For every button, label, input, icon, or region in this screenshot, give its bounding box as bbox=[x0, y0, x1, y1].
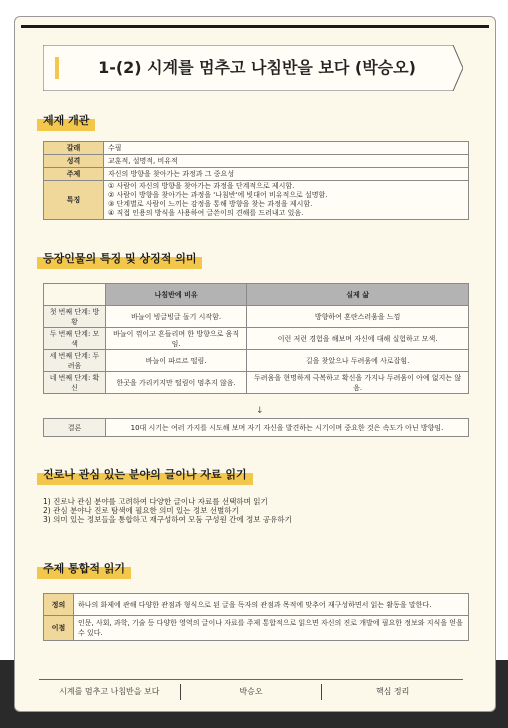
footer-summary-label: 핵심 정리 bbox=[375, 687, 410, 696]
section-heading-overview: 제재 개관 bbox=[37, 111, 95, 131]
footer-rule bbox=[39, 679, 463, 680]
overview-value: 자신의 방향을 찾아가는 과정과 그 중요성 bbox=[104, 168, 469, 181]
column-header: 실제 삶 bbox=[247, 284, 469, 306]
overview-label: 성격 bbox=[44, 155, 104, 168]
column-header: 나침반에 비유 bbox=[106, 284, 247, 306]
stage-label: 두 번째 단계: 모색 bbox=[44, 328, 106, 350]
banner-accent bbox=[55, 57, 59, 79]
feature-line: ② 사람이 방향을 찾아가는 과정을 '나침반'에 빗대어 비유적으로 설명함. bbox=[108, 191, 328, 199]
table-header-row bbox=[44, 284, 469, 306]
section-heading-integrated: 주제 통합적 읽기 bbox=[37, 559, 131, 579]
compass-cell: 바늘이 꺾이고 흔들리며 한 방향으로 움직임. bbox=[106, 328, 247, 350]
features-list bbox=[104, 181, 469, 220]
overview-label: 주제 bbox=[44, 168, 104, 181]
life-cell: 두려움을 현명하게 극복하고 확신을 가지나 두려움이 아예 없지는 않음. bbox=[247, 372, 469, 394]
overview-value: 교훈적, 설명적, 비유적 bbox=[104, 155, 469, 168]
life-cell: 방향하여 혼란스러움을 느낌 bbox=[247, 306, 469, 328]
features-label: 특징 bbox=[44, 181, 104, 220]
table-row bbox=[44, 350, 469, 372]
feature-line: ③ 단계별로 사람이 느끼는 감정을 통해 방향을 찾는 과정을 제시함. bbox=[108, 200, 313, 208]
table-row bbox=[44, 306, 469, 328]
conclusion-table bbox=[43, 418, 469, 437]
life-cell: 길을 찾았으나 두려움에 사로잡힘. bbox=[247, 350, 469, 372]
overview-table bbox=[43, 141, 469, 220]
table-row bbox=[44, 168, 469, 181]
worksheet-page bbox=[14, 16, 496, 712]
section-heading-reading: 진로나 관심 있는 분야의 글이나 자료 읽기 bbox=[37, 465, 253, 485]
stage-label: 네 번째 단계: 확신 bbox=[44, 372, 106, 394]
list-item: 2) 관심 분야나 진로 탐색에 필요한 의미 있는 정보 선별하기 bbox=[43, 506, 239, 515]
compass-cell: 바늘이 파르르 떨림. bbox=[106, 350, 247, 372]
footer-work-title: 시계를 멈추고 나침반을 보다 bbox=[59, 687, 160, 696]
stage-label: 첫 번째 단계: 방황 bbox=[44, 306, 106, 328]
table-row bbox=[44, 372, 469, 394]
overview-value: 수필 bbox=[104, 142, 469, 155]
compass-table bbox=[43, 283, 469, 394]
table-row bbox=[44, 419, 469, 437]
table-row bbox=[44, 142, 469, 155]
table-row bbox=[44, 594, 469, 616]
overview-label: 갈래 bbox=[44, 142, 104, 155]
life-cell: 이런 저런 경험을 해보며 자신에 대해 실험하고 모색. bbox=[247, 328, 469, 350]
footer bbox=[39, 681, 463, 703]
table-corner bbox=[44, 284, 106, 306]
compass-cell: 바늘이 빙글빙글 돌기 시작함. bbox=[106, 306, 247, 328]
conclusion-label: 결론 bbox=[44, 419, 106, 437]
table-row bbox=[44, 181, 469, 220]
table-row bbox=[44, 155, 469, 168]
table-row bbox=[44, 616, 469, 641]
list-item: 1) 진로나 관심 분야를 고려하여 다양한 글이나 자료를 선택하며 읽기 bbox=[43, 497, 268, 506]
reading-list bbox=[43, 497, 292, 524]
definition-text: 하나의 화제에 관해 다양한 관점과 형식으로 된 글을 독자의 관점과 목적에 맞추어 재구성하면서 읽는 활동을 말한다. bbox=[74, 594, 469, 616]
footer-author: 박승오 bbox=[239, 687, 263, 696]
definition-label: 정의 bbox=[44, 594, 74, 616]
integrated-table bbox=[43, 593, 469, 641]
section-heading-characters: 등장인물의 특징 및 상징적 의미 bbox=[37, 249, 202, 269]
benefit-label: 이점 bbox=[44, 616, 74, 641]
stage-label: 세 번째 단계: 두려움 bbox=[44, 350, 106, 372]
conclusion-text: 10대 시기는 여러 가지를 시도해 보며 자기 자신을 발견하는 시기이며 중요한 것은 속도가 아닌 방향임. bbox=[106, 419, 469, 437]
feature-line: ① 사람이 자신의 방향을 찾아가는 과정을 단계적으로 제시함. bbox=[108, 182, 295, 190]
compass-cell: 한곳을 가리키지만 떨림이 멈추지 않음. bbox=[106, 372, 247, 394]
table-row bbox=[44, 328, 469, 350]
list-item: 3) 의미 있는 정보들을 통합하고 재구성하여 모둠 구성원 간에 정보 공유하기 bbox=[43, 515, 292, 524]
feature-line: ④ 직접 인용의 방식을 사용하여 글쓴이의 견해를 드러내고 있음. bbox=[108, 209, 304, 217]
title-banner bbox=[43, 45, 463, 91]
benefit-text: 인문, 사회, 과학, 기술 등 다양한 영역의 글이나 자료를 주제 통합적으로 읽으면 자신의 진로 개발에 필요한 정보와 지식을 얻을 수 있다. bbox=[74, 616, 469, 641]
top-rule bbox=[21, 25, 489, 28]
page-title: 1-(2) 시계를 멈추고 나침반을 보다 (박승오) bbox=[98, 58, 416, 77]
down-arrow-icon: ↓ bbox=[256, 406, 264, 416]
